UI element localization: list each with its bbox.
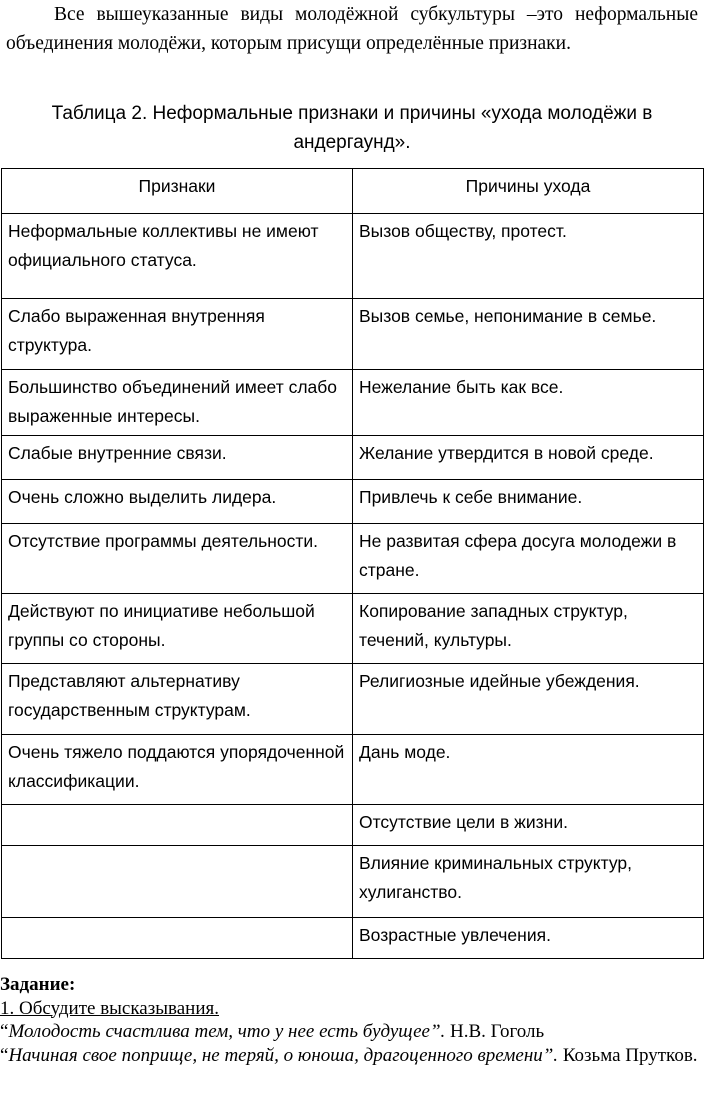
- reason-cell: Возрастные увлечения.: [353, 918, 704, 959]
- task-title: Задание:: [0, 974, 76, 995]
- quote-1: [0, 1020, 700, 1044]
- sign-cell: Большинство объединений имеет слабо выраженные интересы.: [2, 370, 353, 436]
- table-row: [2, 299, 704, 370]
- sign-cell: Слабо выраженная внутренняя структура.: [2, 299, 353, 370]
- table-row: [2, 846, 704, 918]
- reason-cell: Вызов семье, непонимание в семье.: [353, 299, 704, 370]
- table-header-row: [2, 169, 704, 214]
- quote-2-open: “: [0, 1044, 9, 1066]
- sign-cell: Действуют по инициативе небольшой группы со стороны.: [2, 594, 353, 664]
- table-row: [2, 524, 704, 594]
- signs-table: [1, 168, 704, 959]
- table-row: [2, 918, 704, 959]
- header-signs: Признаки: [2, 169, 353, 214]
- quote-1-open: “: [0, 1021, 9, 1042]
- quote-1-text: Молодость счастлива тем, что у нее есть будущее”.: [8, 1021, 446, 1042]
- sign-cell: Очень тяжело поддаются упорядоченной классификации.: [2, 735, 353, 805]
- quote-2-text: Начиная свое поприще, не теряй, о юноша, драгоценного времени”.: [8, 1044, 559, 1066]
- reason-cell: Отсутствие цели в жизни.: [353, 805, 704, 846]
- reason-cell: Дань моде.: [353, 735, 704, 805]
- sign-cell: [2, 918, 353, 959]
- table-row: [2, 594, 704, 664]
- sign-cell: [2, 846, 353, 918]
- header-reasons: Причины ухода: [353, 169, 704, 214]
- table-row: [2, 370, 704, 436]
- intro-paragraph: Все вышеуказанные виды молодёжной субкультуры –это неформальные объединения молодёжи, которым присущи определённые признаки.: [6, 4, 698, 54]
- table-caption: Таблица 2. Неформальные признаки и причины «ухода молодёжи в андергаунд».: [51, 103, 653, 153]
- sign-cell: Очень сложно выделить лидера.: [2, 480, 353, 524]
- sign-cell: [2, 805, 353, 846]
- reason-cell: Привлечь к себе внимание.: [353, 480, 704, 524]
- table-row: [2, 664, 704, 735]
- table-row: [2, 735, 704, 805]
- sign-cell: Неформальные коллективы не имеют официального статуса.: [2, 214, 353, 299]
- task-section: [0, 973, 700, 1067]
- reason-cell: Нежелание быть как все.: [353, 370, 704, 436]
- table-row: [2, 214, 704, 299]
- table-row: [2, 805, 704, 846]
- reason-cell: Желание утвердится в новой среде.: [353, 436, 704, 480]
- sign-cell: Представляют альтернативу государственным структурам.: [2, 664, 353, 735]
- table-row: [2, 480, 704, 524]
- reason-cell: Религиозные идейные убеждения.: [353, 664, 704, 735]
- reason-cell: Вызов обществу, протест.: [353, 214, 704, 299]
- quote-1-author: Н.В. Гоголь: [445, 1021, 545, 1042]
- reason-cell: Влияние криминальных структур, хулиганство.: [353, 846, 704, 918]
- sign-cell: Слабые внутренние связи.: [2, 436, 353, 480]
- quote-2: [0, 1044, 700, 1068]
- task-item-1: 1. Обсудите высказывания.: [0, 997, 219, 1019]
- reason-cell: Не развитая сфера досуга молодежи в стране.: [353, 524, 704, 594]
- quote-2-author: Козьма Прутков.: [558, 1044, 698, 1066]
- reason-cell: Копирование западных структур, течений, культуры.: [353, 594, 704, 664]
- table-row: [2, 436, 704, 480]
- sign-cell: Отсутствие программы деятельности.: [2, 524, 353, 594]
